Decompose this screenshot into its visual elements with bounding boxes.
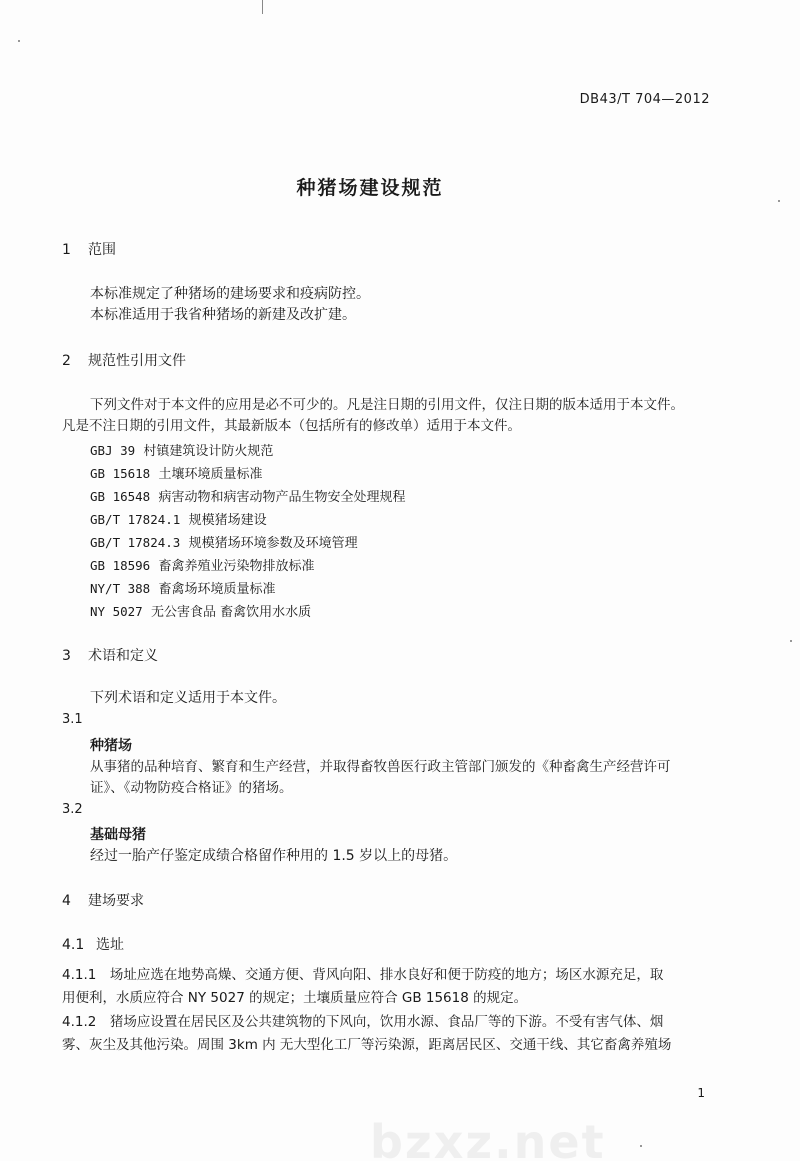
document-number: DB43/T 704—2012 xyxy=(579,92,710,107)
paragraph: 凡是不注日期的引用文件，其最新版本（包括所有的修改单）适用于本文件。 xyxy=(62,418,521,434)
subsection-heading xyxy=(62,934,124,954)
term-name: 基础母猪 xyxy=(90,827,146,843)
section-number: 3 xyxy=(62,648,71,664)
section-title: 规范性引用文件 xyxy=(88,353,186,369)
paragraph: 下列术语和定义适用于本文件。 xyxy=(90,690,286,706)
section-2-heading xyxy=(62,350,186,370)
reference-item xyxy=(90,555,315,574)
paragraph: 本标准规定了种猪场的建场要求和疫病防控。 xyxy=(90,286,370,302)
term-number: 3.2 xyxy=(62,802,83,817)
reference-name: 无公害食品 畜禽饮用水水质 xyxy=(150,605,312,620)
section-title: 范围 xyxy=(88,242,116,258)
clause-text: 雾、灰尘及其他污染。周围 3km 内 无大型化工厂等污染源，距离居民区、交通干线、其它畜禽养殖场 xyxy=(62,1037,672,1053)
paragraph: 下列文件对于本文件的应用是必不可少的。凡是注日期的引用文件，仅注日期的版本适用于本文件。 xyxy=(90,397,684,413)
section-title: 建场要求 xyxy=(88,893,144,909)
reference-item xyxy=(90,509,267,528)
section-number: 1 xyxy=(62,242,71,258)
scan-speck xyxy=(790,640,792,642)
section-1-heading xyxy=(62,239,116,259)
section-4-heading xyxy=(62,890,144,910)
reference-name: 村镇建筑设计防火规范 xyxy=(143,444,274,459)
page-number: 1 xyxy=(697,1086,705,1100)
clause-text: 4.1.1 场址应选在地势高燥、交通方便、背风向阳、排水良好和便于防疫的地方；场区水源充足，取 xyxy=(62,967,664,983)
reference-code: GB/T 17824.1 xyxy=(90,512,181,527)
reference-code: GB/T 17824.3 xyxy=(90,535,181,550)
watermark: bzxz.net xyxy=(370,1115,606,1169)
paragraph: 本标准适用于我省种猪场的新建及改扩建。 xyxy=(90,307,356,323)
reference-code: GB 15618 xyxy=(90,466,151,481)
term-definition: 经过一胎产仔鉴定成绩合格留作种用的 1.5 岁以上的母猪。 xyxy=(90,848,458,864)
reference-code: GB 16548 xyxy=(90,489,151,504)
reference-item xyxy=(90,440,273,459)
term-definition: 证》、《动物防疫合格证》的猪场。 xyxy=(90,780,293,796)
term-name: 种猪场 xyxy=(90,738,132,754)
scan-speck xyxy=(640,1145,642,1147)
reference-item xyxy=(90,578,276,597)
section-number: 2 xyxy=(62,353,71,369)
reference-code: NY/T 388 xyxy=(90,581,151,596)
reference-code: GB 18596 xyxy=(90,558,151,573)
reference-name: 病害动物和病害动物产品生物安全处理规程 xyxy=(158,490,406,505)
clause-text: 用便利，水质应符合 NY 5027 的规定；土壤质量应符合 GB 15618 的规定。 xyxy=(62,990,528,1006)
scan-mark xyxy=(262,0,263,14)
reference-item xyxy=(90,486,406,505)
reference-name: 畜禽场环境质量标准 xyxy=(158,582,276,597)
section-number: 4 xyxy=(62,893,71,909)
scan-speck xyxy=(778,200,780,202)
reference-item xyxy=(90,463,263,482)
subsection-title: 选址 xyxy=(96,937,124,953)
reference-item xyxy=(90,532,358,551)
reference-name: 规模猪场建设 xyxy=(188,513,267,528)
subsection-number: 4.1 xyxy=(62,937,85,953)
section-title: 术语和定义 xyxy=(88,648,158,664)
page-title: 种猪场建设规范 xyxy=(296,177,444,199)
term-definition: 从事猪的品种培育、繁育和生产经营，并取得畜牧兽医行政主管部门颁发的《种畜禽生产经营许可 xyxy=(90,759,671,775)
section-3-heading xyxy=(62,645,158,665)
reference-code: GBJ 39 xyxy=(90,443,136,458)
reference-name: 畜禽养殖业污染物排放标准 xyxy=(158,559,315,574)
reference-item xyxy=(90,601,311,620)
clause-text: 4.1.2 猪场应设置在居民区及公共建筑物的下风向，饮用水源、食品厂等的下游。不受有害气体、烟 xyxy=(62,1014,664,1030)
reference-code: NY 5027 xyxy=(90,604,143,619)
reference-name: 土壤环境质量标准 xyxy=(158,467,263,482)
term-number: 3.1 xyxy=(62,712,83,727)
reference-name: 规模猪场环境参数及环境管理 xyxy=(188,536,358,551)
scan-speck xyxy=(18,40,20,42)
